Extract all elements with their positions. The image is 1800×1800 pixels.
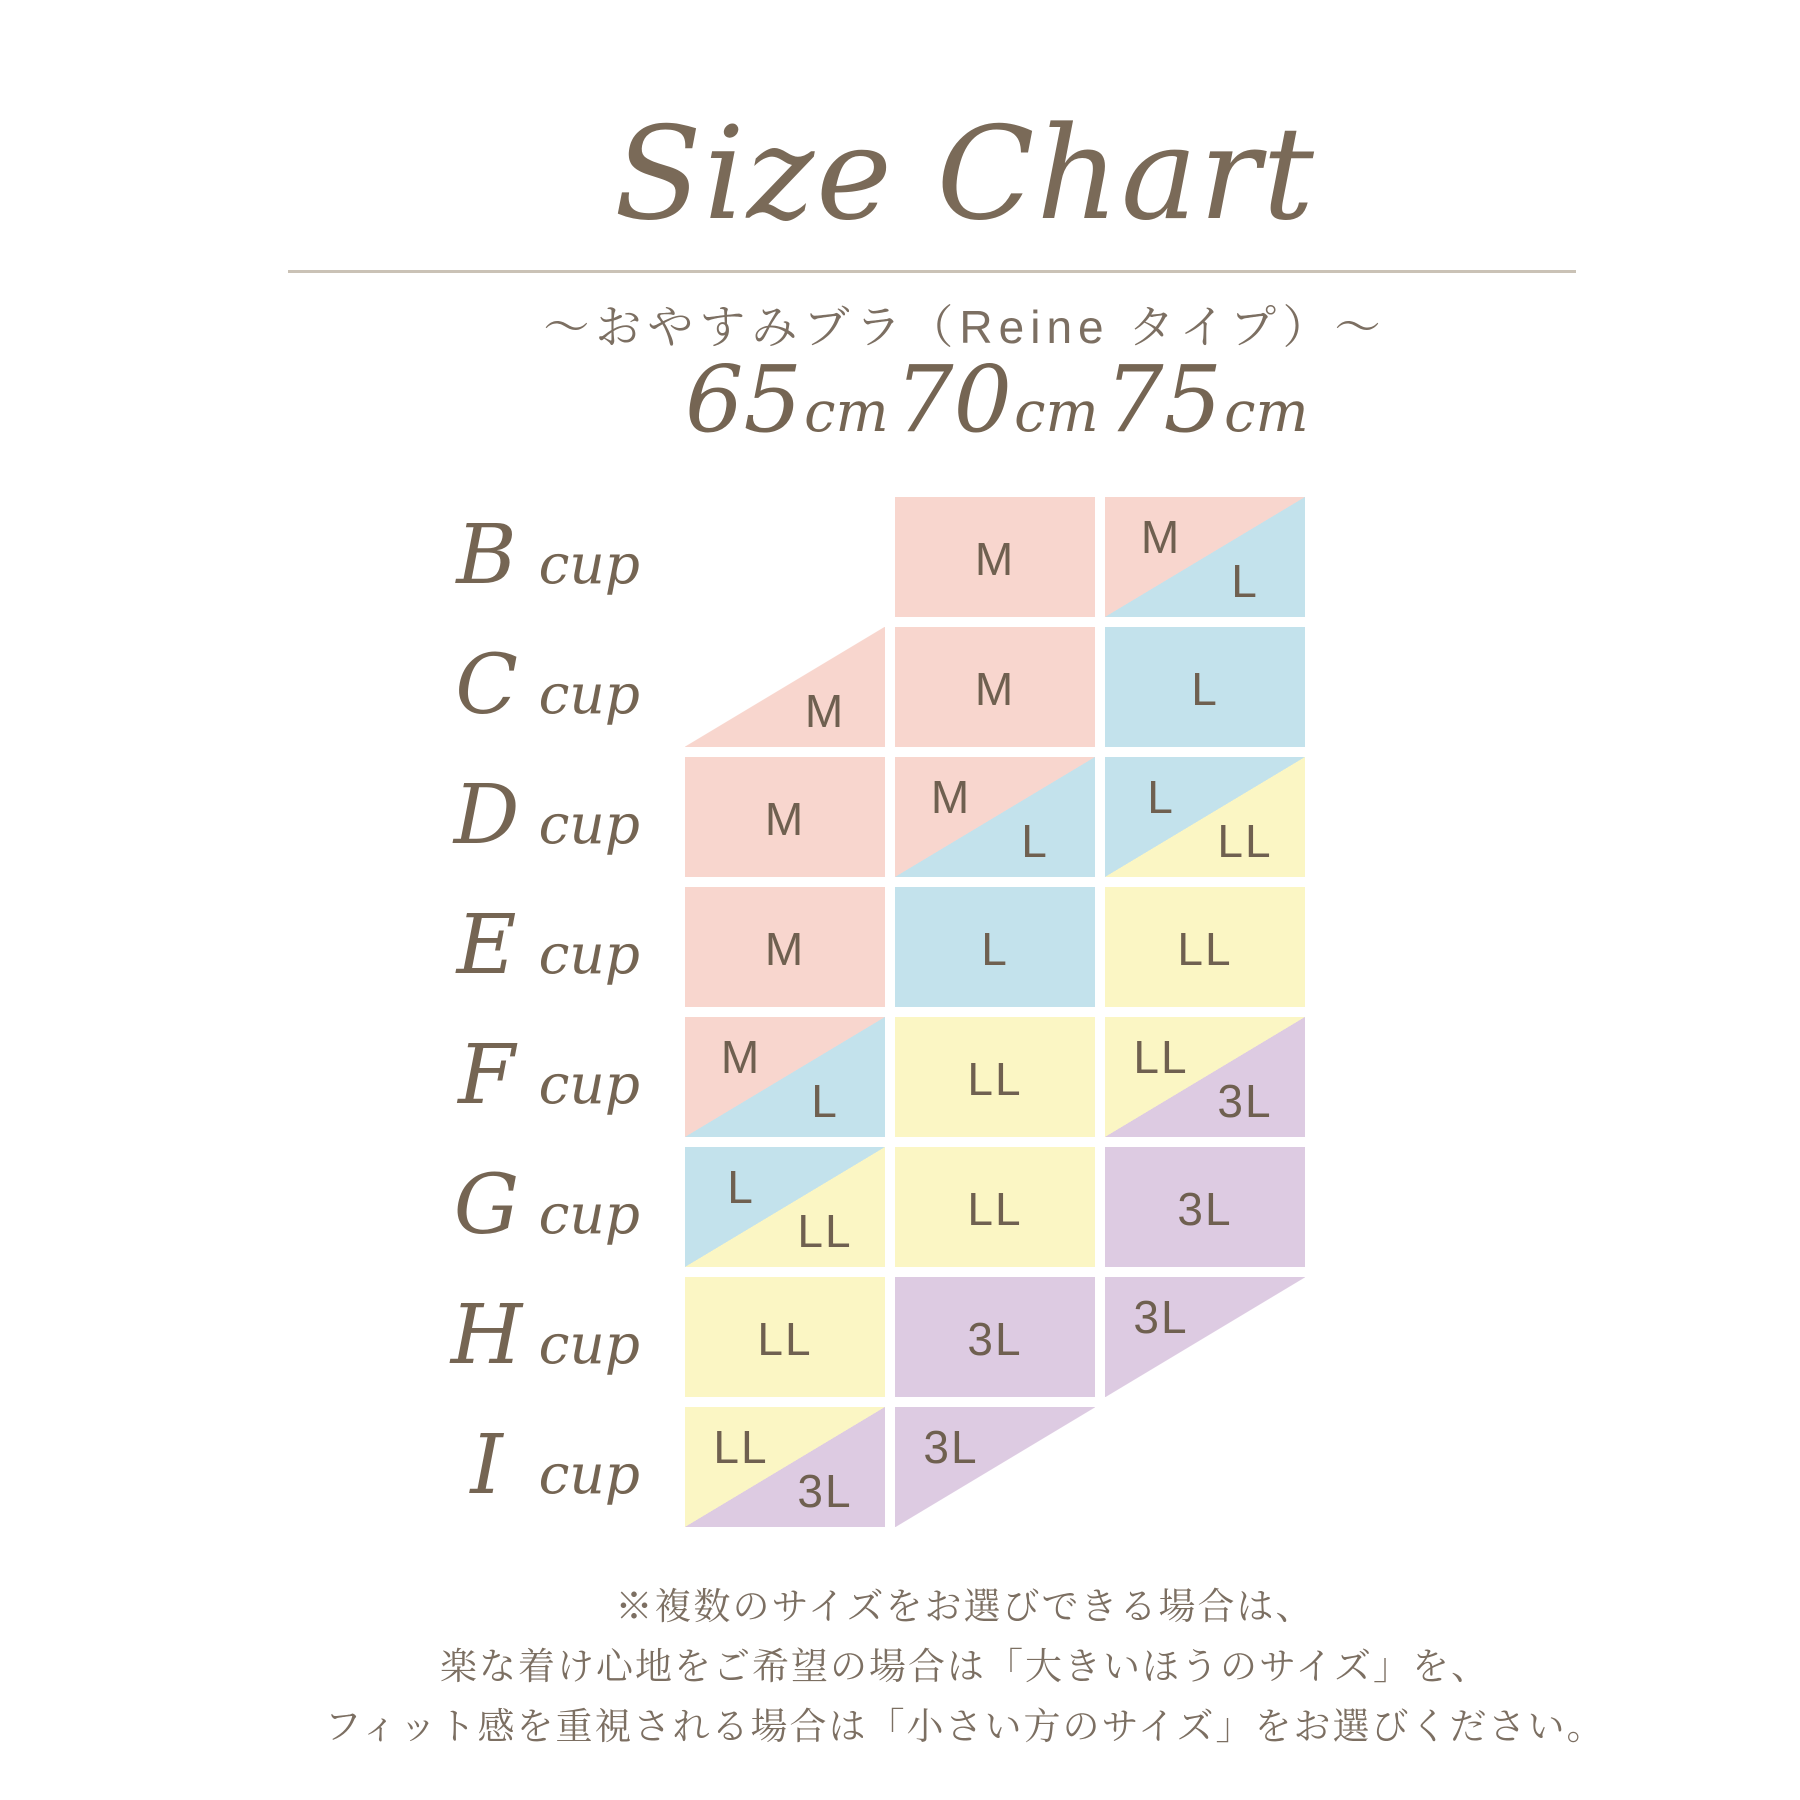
row-label xyxy=(280,627,640,747)
grid-cell xyxy=(1105,497,1305,617)
cup-letter: E xyxy=(456,898,517,993)
grid-cell xyxy=(1105,627,1305,747)
cup-word: cup xyxy=(538,662,640,726)
row-label xyxy=(280,887,640,1007)
cell-size-label: LL xyxy=(1133,1030,1189,1083)
cell-size-label: LL xyxy=(967,1053,1023,1106)
cell-size-label: 3L xyxy=(1133,1290,1189,1343)
column-header-value: 70 xyxy=(895,346,1013,453)
cell-size-label: M xyxy=(804,685,846,737)
grid-cell xyxy=(685,1277,885,1397)
cell-size-label: LL xyxy=(1217,815,1273,867)
grid-cell xyxy=(1105,1017,1305,1137)
grid-cell xyxy=(1105,757,1305,877)
cell-size-label: L xyxy=(1021,815,1049,867)
cup-word: cup xyxy=(538,1312,640,1376)
column-header xyxy=(1105,346,1309,476)
cup-letter: D xyxy=(453,768,520,863)
footnote-line: ※複数のサイズをお選びできる場合は、 xyxy=(615,1586,1315,1627)
grid-cell xyxy=(895,1147,1095,1267)
grid-cell xyxy=(895,1017,1095,1137)
cup-word: cup xyxy=(538,1442,640,1506)
column-header-value: 65 xyxy=(685,346,803,453)
cell-size-label: M xyxy=(974,533,1016,586)
cup-letter: G xyxy=(453,1158,520,1253)
column-header xyxy=(895,346,1099,476)
grid-cell xyxy=(685,1017,885,1137)
cell-size-label: M xyxy=(1140,510,1182,563)
row-label xyxy=(280,1277,640,1397)
cell-size-label: 3L xyxy=(967,1313,1023,1366)
cell-size-label: M xyxy=(974,663,1016,716)
cup-word: cup xyxy=(538,792,640,856)
cell-size-label: L xyxy=(1191,663,1219,716)
cell-size-label: 3L xyxy=(1177,1183,1233,1236)
cell-size-label: 3L xyxy=(797,1465,853,1517)
grid-cell xyxy=(685,627,885,747)
cup-letter: H xyxy=(450,1288,523,1383)
grid-cell xyxy=(895,497,1095,617)
grid-cell xyxy=(1105,887,1305,1007)
cell-size-label: M xyxy=(930,770,972,823)
cell-size-label: L xyxy=(727,1160,755,1213)
grid-cell xyxy=(1105,1147,1305,1267)
cup-letter: I xyxy=(470,1418,503,1513)
grid-cell xyxy=(685,757,885,877)
cup-letter: C xyxy=(455,638,518,733)
grid-cell xyxy=(895,1407,1095,1527)
chart-subtitle: ～おやすみブラ（Reine タイプ）～ xyxy=(543,301,1387,353)
column-header-unit: cm xyxy=(804,380,889,445)
cell-size-label: LL xyxy=(1177,923,1233,976)
cell-size-label: L xyxy=(981,923,1009,976)
grid-cell xyxy=(895,887,1095,1007)
grid-cell xyxy=(895,1277,1095,1397)
cell-size-label: LL xyxy=(757,1313,813,1366)
grid-cell xyxy=(895,627,1095,747)
cell-size-label: 3L xyxy=(1217,1075,1273,1127)
cup-letter: F xyxy=(458,1028,516,1123)
row-label xyxy=(280,1147,640,1267)
cell-size-label: LL xyxy=(713,1420,769,1473)
grid-cell xyxy=(685,1147,885,1267)
cup-word: cup xyxy=(538,1182,640,1246)
grid-cell xyxy=(685,887,885,1007)
cell-size-label: L xyxy=(811,1075,839,1127)
column-header-value: 75 xyxy=(1105,346,1223,453)
cup-word: cup xyxy=(538,922,640,986)
column-header-unit: cm xyxy=(1014,380,1099,445)
row-label xyxy=(280,1017,640,1137)
cell-size-label: L xyxy=(1147,770,1175,823)
row-label xyxy=(280,1407,640,1527)
cell-size-label: M xyxy=(720,1030,762,1083)
column-header xyxy=(685,346,889,476)
grid-cell xyxy=(895,757,1095,877)
cell-size-label: 3L xyxy=(923,1420,979,1473)
cell-size-label: L xyxy=(1231,555,1259,607)
footnote-line: フィット感を重視される場合は「小さい方のサイズ」をお選びください。 xyxy=(324,1706,1606,1747)
page-title: Size Chart xyxy=(614,100,1316,249)
cell-size-label: LL xyxy=(797,1205,853,1257)
cup-word: cup xyxy=(538,1052,640,1116)
row-label xyxy=(280,497,640,617)
column-header-unit: cm xyxy=(1224,380,1309,445)
cup-word: cup xyxy=(538,532,640,596)
footnote-line: 楽な着け心地をご希望の場合は「大きいほうのサイズ」を、 xyxy=(439,1646,1491,1687)
cell-size-label: LL xyxy=(967,1183,1023,1236)
cell-size-label: M xyxy=(764,923,806,976)
cell-size-label: M xyxy=(764,793,806,846)
cup-letter: B xyxy=(456,508,517,603)
grid-cell xyxy=(1105,1277,1305,1397)
row-label xyxy=(280,757,640,877)
grid-cell xyxy=(685,1407,885,1527)
